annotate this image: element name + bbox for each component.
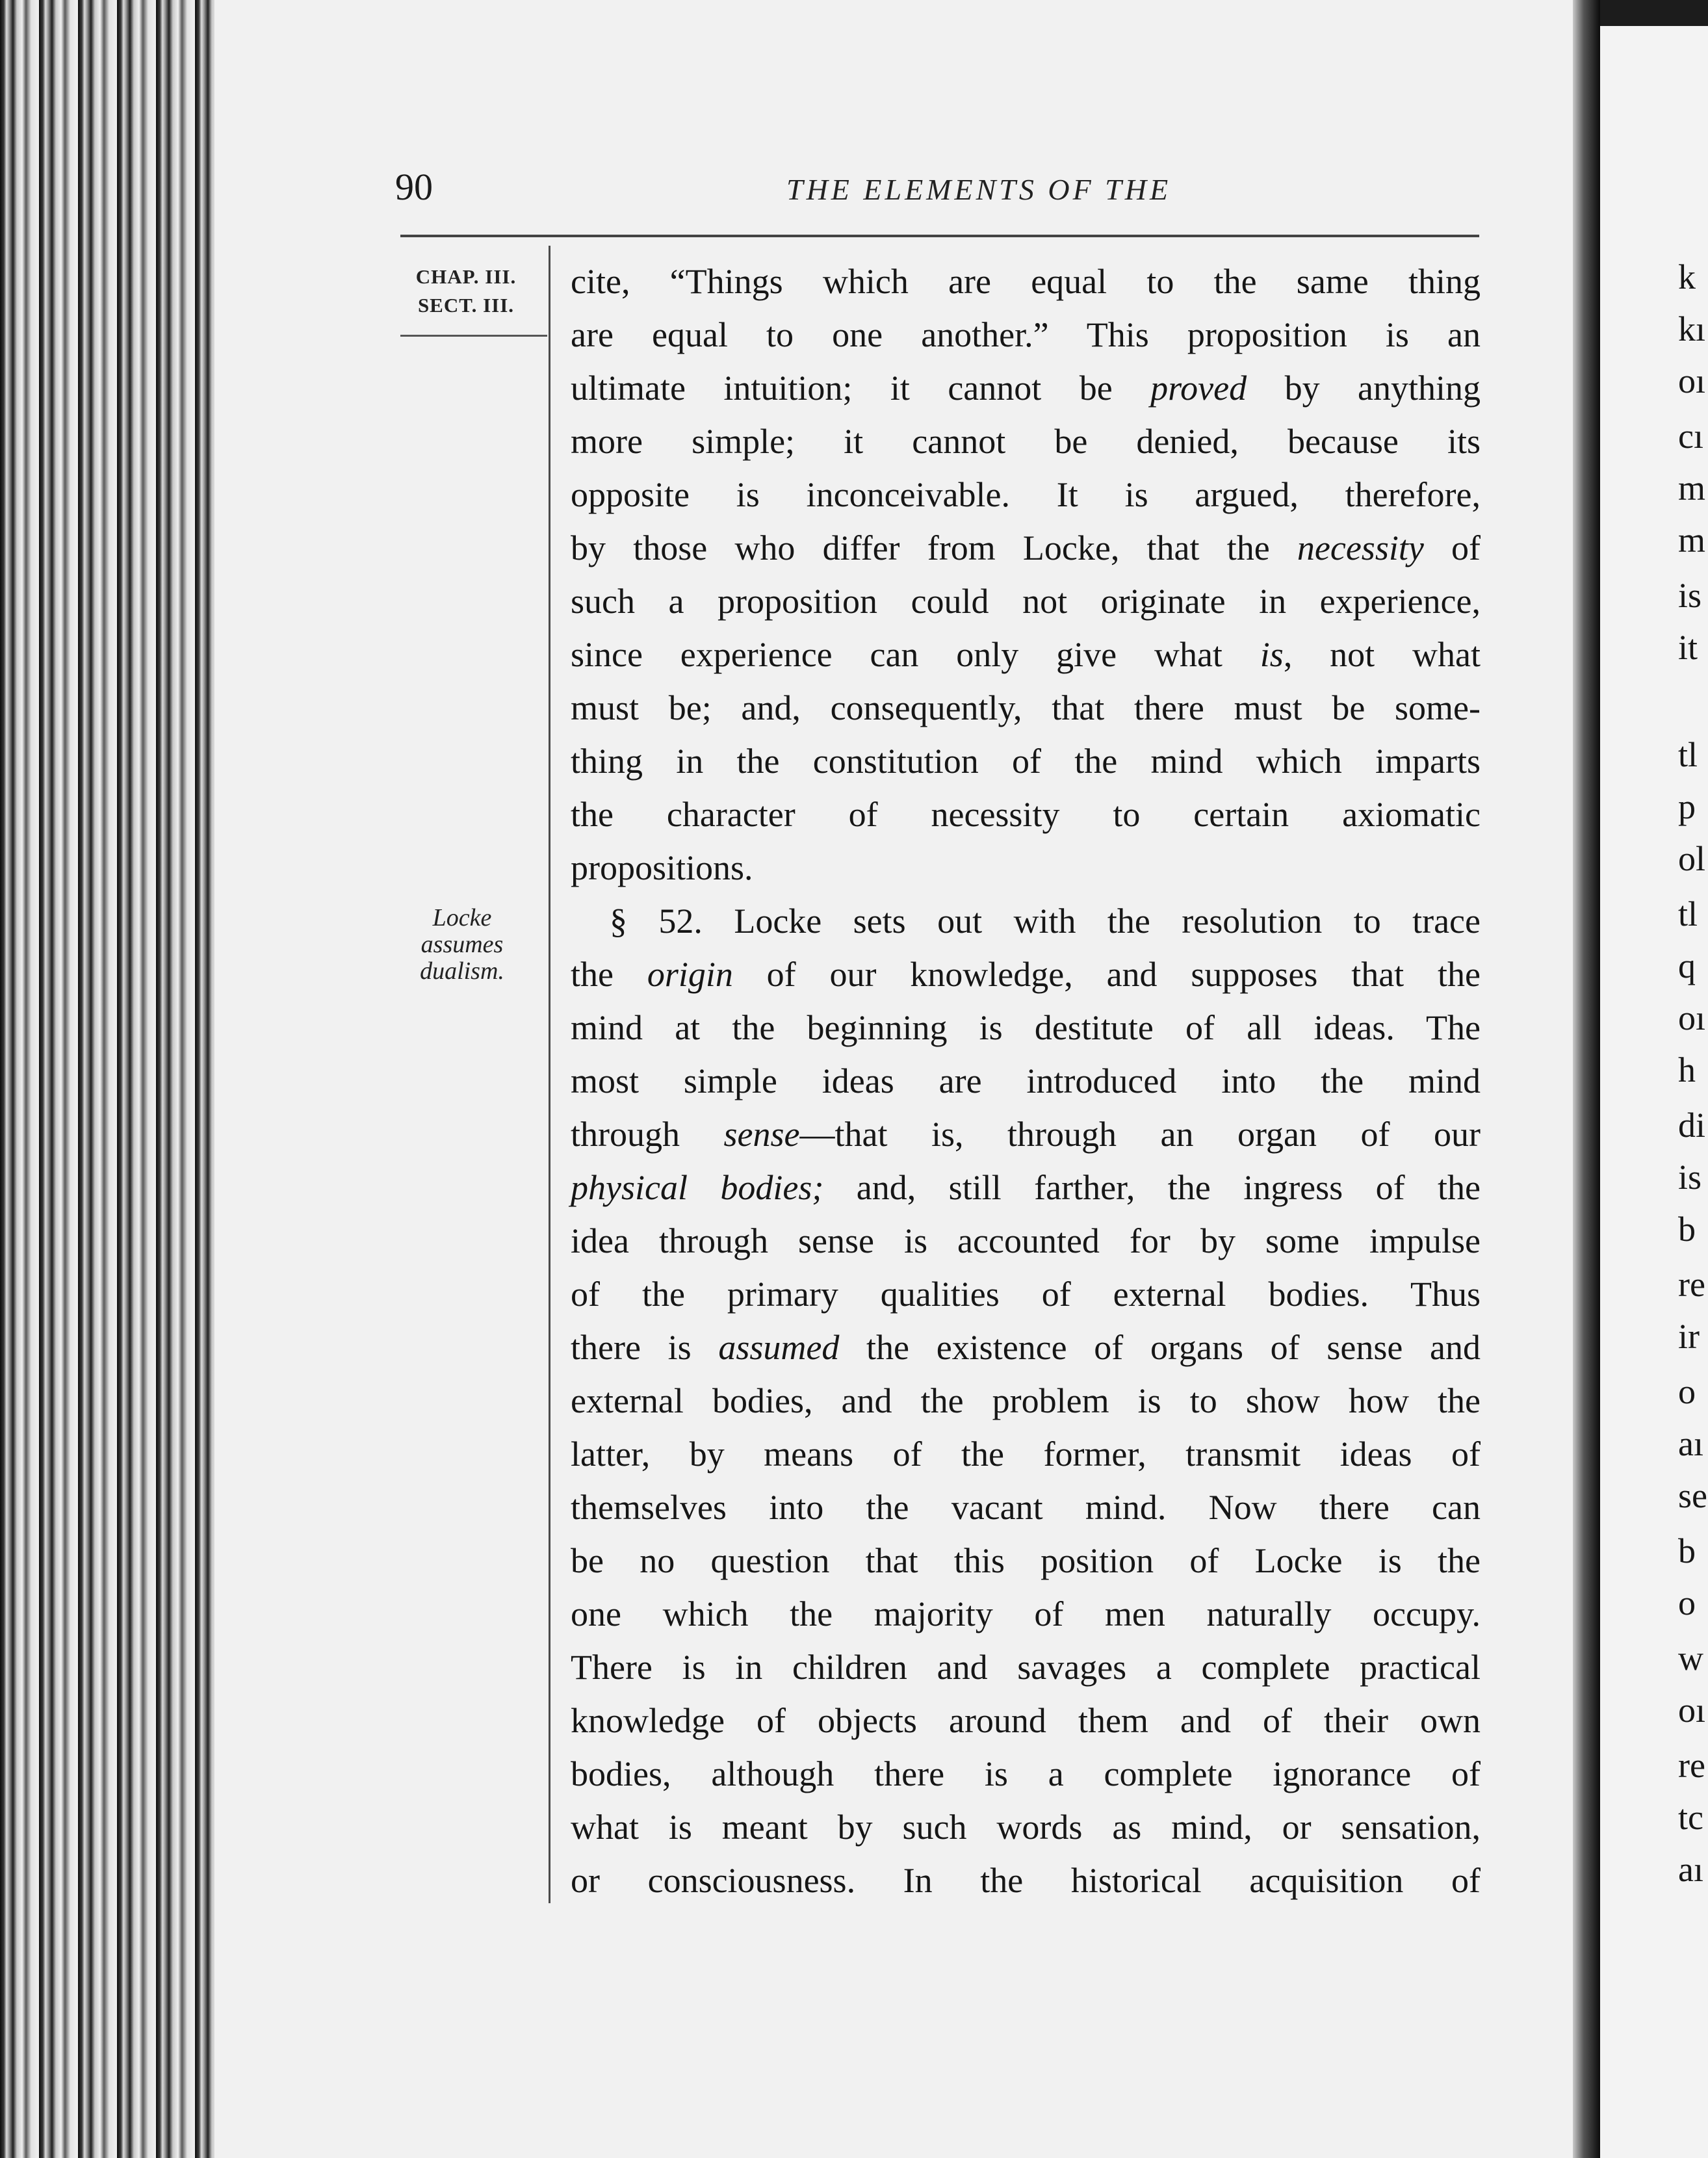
facing-page-fragment: aı bbox=[1678, 1424, 1703, 1463]
facing-page-fragment: di bbox=[1678, 1106, 1706, 1145]
facing-page-fragment: re bbox=[1678, 1746, 1705, 1785]
text-line: bodies, although there is a complete ignorance of bbox=[571, 1754, 1481, 1793]
facing-page-fragment: tl bbox=[1678, 735, 1698, 774]
text-line: There is in children and savages a complete practical bbox=[571, 1648, 1481, 1687]
page-edges-left bbox=[0, 0, 214, 2158]
facing-page-fragment: kı bbox=[1678, 309, 1706, 348]
text-line: through sense—that is, through an organ of our bbox=[571, 1115, 1481, 1154]
spine-shadow bbox=[1573, 0, 1600, 2158]
facing-page-fragment: is bbox=[1678, 576, 1702, 615]
facing-page-fragment: b bbox=[1678, 1210, 1696, 1249]
facing-page-fragment: re bbox=[1678, 1265, 1705, 1304]
text-line: there is assumed the existence of organs of sense and bbox=[571, 1328, 1481, 1367]
text-line: latter, by means of the former, transmit ideas of bbox=[571, 1435, 1481, 1474]
text-line: mind at the beginning is destitute of all ideas. The bbox=[571, 1008, 1481, 1047]
text-line: or consciousness. In the historical acquisition of bbox=[571, 1861, 1481, 1900]
text-line: most simple ideas are introduced into the mind bbox=[571, 1061, 1481, 1100]
facing-page-fragment: oı bbox=[1678, 998, 1706, 1037]
facing-page-fragment: it bbox=[1678, 628, 1698, 667]
facing-page-fragment: oı bbox=[1678, 361, 1706, 400]
facing-page-fragment: b bbox=[1678, 1531, 1696, 1570]
margin-note-line: assumes bbox=[421, 931, 504, 958]
text-line: the origin of our knowledge, and supposes that the bbox=[571, 955, 1481, 994]
facing-page-fragment: aı bbox=[1678, 1850, 1703, 1889]
text-line: § 52. Locke sets out with the resolution to trace bbox=[610, 902, 1481, 941]
margin-note bbox=[394, 905, 530, 985]
header-rule bbox=[400, 235, 1479, 237]
facing-page-fragment: ir bbox=[1678, 1317, 1700, 1356]
facing-page-fragment: is bbox=[1678, 1158, 1702, 1197]
page-number: 90 bbox=[395, 166, 433, 208]
text-line: must be; and, consequently, that there must be some- bbox=[571, 688, 1481, 727]
text-line: such a proposition could not originate in experience, bbox=[571, 582, 1481, 621]
text-line: more simple; it cannot be denied, because its bbox=[571, 422, 1481, 461]
facing-page-fragment: tc bbox=[1678, 1798, 1703, 1837]
text-line: external bodies, and the problem is to show how the bbox=[571, 1381, 1481, 1420]
facing-page-fragment: se bbox=[1678, 1476, 1707, 1515]
facing-page-fragment: tl bbox=[1678, 894, 1698, 933]
text-line: knowledge of objects around them and of their own bbox=[571, 1701, 1481, 1740]
facing-page-fragment: cı bbox=[1678, 417, 1703, 456]
text-line: what is meant by such words as mind, or sensation, bbox=[571, 1808, 1481, 1847]
margin-note-rule bbox=[400, 335, 547, 337]
facing-page-fragment: w bbox=[1678, 1639, 1703, 1678]
text-line: since experience can only give what is, not what bbox=[571, 635, 1481, 674]
facing-page-fragment: q bbox=[1678, 946, 1696, 985]
running-head: THE ELEMENTS OF THE bbox=[786, 173, 1172, 206]
margin-note-line: Locke bbox=[432, 904, 492, 931]
margin-vertical-rule bbox=[549, 246, 550, 1903]
text-line: opposite is inconceivable. It is argued, therefore, bbox=[571, 475, 1481, 514]
text-line: of the primary qualities of external bodies. Thus bbox=[571, 1275, 1481, 1314]
text-line: physical bodies; and, still farther, the ingress of the bbox=[571, 1168, 1481, 1207]
facing-page-fragment: oı bbox=[1678, 1691, 1706, 1730]
facing-page-fragment: k bbox=[1678, 257, 1696, 296]
text-line: themselves into the vacant mind. Now there can bbox=[571, 1488, 1481, 1527]
chapter-label: CHAP. III. bbox=[415, 265, 517, 288]
text-line: cite, “Things which are equal to the same thing bbox=[571, 262, 1481, 301]
facing-page-fragment: p bbox=[1678, 787, 1696, 826]
facing-page-fragment: m bbox=[1678, 521, 1706, 560]
margin-note-line: dualism. bbox=[420, 957, 504, 985]
facing-page-fragment: h bbox=[1678, 1050, 1696, 1089]
text-line: propositions. bbox=[571, 848, 753, 887]
text-line: the character of necessity to certain axiomatic bbox=[571, 795, 1481, 834]
facing-page-fragment: o bbox=[1678, 1372, 1696, 1411]
text-line: by those who differ from Locke, that the necessity of bbox=[571, 528, 1481, 567]
facing-page-fragment: ol bbox=[1678, 839, 1706, 878]
body-text bbox=[571, 255, 1481, 1907]
text-line: ultimate intuition; it cannot be proved by anything bbox=[571, 369, 1481, 408]
text-line: be no question that this position of Locke is the bbox=[571, 1541, 1481, 1580]
facing-page-fragment: o bbox=[1678, 1583, 1696, 1622]
text-line: idea through sense is accounted for by some impulse bbox=[571, 1221, 1481, 1260]
chapter-section-note bbox=[394, 263, 538, 320]
text-line: are equal to one another.” This proposition is an bbox=[571, 315, 1481, 354]
facing-page-fragment: m bbox=[1678, 469, 1706, 508]
text-line: thing in the constitution of the mind which imparts bbox=[571, 742, 1481, 781]
text-line: one which the majority of men naturally occupy. bbox=[571, 1594, 1481, 1633]
section-label: SECT. III. bbox=[417, 294, 515, 317]
